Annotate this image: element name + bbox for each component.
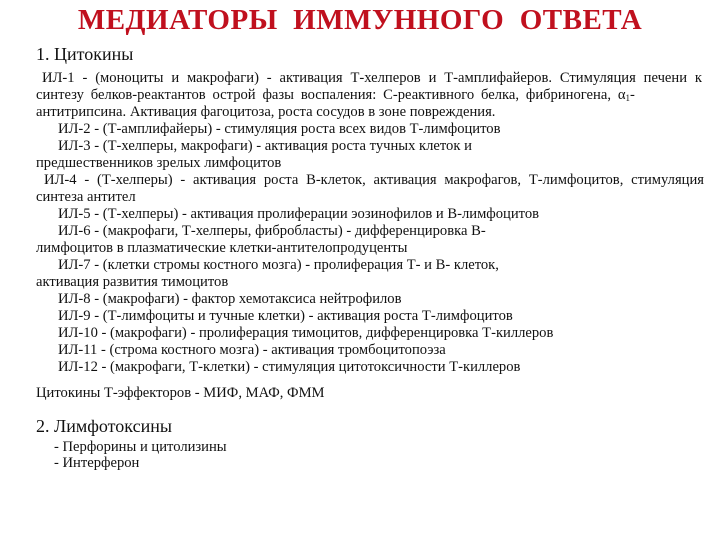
il7-line-2: активация развития тимоцитов: [36, 274, 229, 290]
il1-line-1: ИЛ-1 - (моноциты и макрофаги) - активация Т-хелперов и Т-амплифайеров. Стимуляция печени к: [42, 70, 702, 86]
il1-line-2-text: синтезу белков-реактантов острой фазы воспаления: С-реактивного белка, фибриногена, α: [36, 87, 626, 103]
lymphotoxin-item-1: - Перфорины и цитолизины: [54, 439, 227, 455]
alpha-suffix: -: [629, 87, 635, 103]
il8-line: ИЛ-8 - (макрофаги) - фактор хемотаксиса нейтрофилов: [58, 291, 402, 307]
lymphotoxin-item-2: - Интерферон: [54, 455, 140, 471]
section-2-heading: 2. Лимфотоксины: [36, 416, 172, 436]
il3-line-2: предшественников зрелых лимфоцитов: [36, 155, 282, 171]
il9-line: ИЛ-9 - (Т-лимфоциты и тучные клетки) - активация роста Т-лимфоцитов: [58, 308, 513, 324]
page-title: МЕДИАТОРЫ ИММУННОГО ОТВЕТА: [77, 4, 643, 36]
il7-line-1: ИЛ-7 - (клетки стромы костного мозга) - пролиферация Т- и В- клеток,: [58, 257, 499, 273]
effector-cytokines-line: Цитокины Т-эффекторов - МИФ, МАФ, ФММ: [36, 385, 325, 401]
il6-line-2: лимфоцитов в плазматические клетки-антителопродуценты: [36, 240, 408, 256]
il11-line: ИЛ-11 - (строма костного мозга) - активация тромбоцитопоэза: [58, 342, 446, 358]
il4-line-2: синтеза антител: [36, 189, 136, 205]
il4-line-1: ИЛ-4 - (Т-хелперы) - активация роста В-клеток, активация макрофагов, Т-лимфоцитов, стимуляция: [44, 172, 704, 188]
il3-line-1: ИЛ-3 - (Т-хелперы, макрофаги) - активация роста тучных клеток и: [58, 138, 472, 154]
alpha-subscript: 1: [625, 93, 630, 103]
il1-line-3: антитрипсина. Активация фагоцитоза, роста сосудов в зоне повреждения.: [36, 104, 496, 120]
il5-line: ИЛ-5 - (Т-хелперы) - активация пролиферации эозинофилов и В-лимфоцитов: [58, 206, 540, 222]
il12-line: ИЛ-12 - (макрофаги, Т-клетки) - стимуляция цитотоксичности Т-киллеров: [58, 359, 521, 375]
il2-line: ИЛ-2 - (Т-амплифайеры) - стимуляция роста всех видов Т-лимфоцитов: [58, 121, 501, 137]
il10-line: ИЛ-10 - (макрофаги) - пролиферация тимоцитов, дифференцировка Т-киллеров: [58, 325, 554, 341]
il6-line-1: ИЛ-6 - (макрофаги, Т-хелперы, фибробласты) - дифференцировка В-: [58, 223, 486, 239]
section-1-heading: 1. Цитокины: [36, 44, 134, 64]
